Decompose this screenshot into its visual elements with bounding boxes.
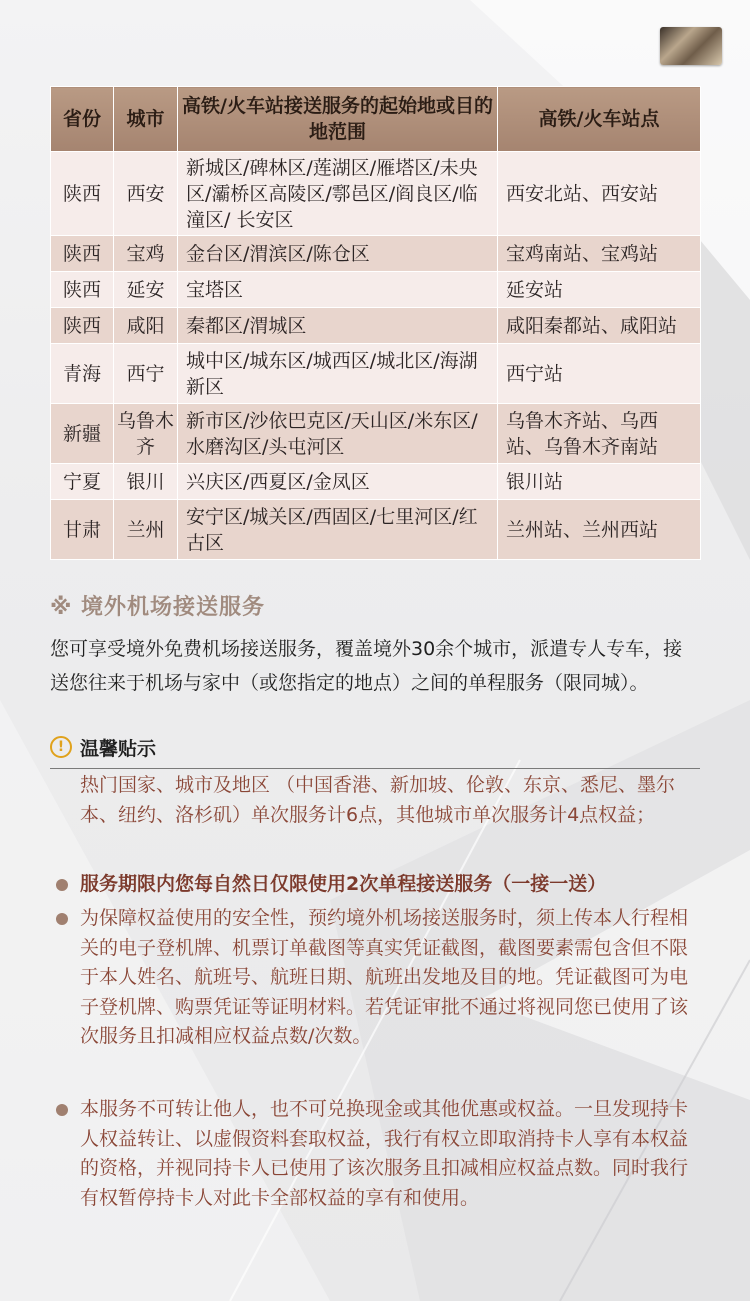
- cell-province: 宁夏: [51, 464, 114, 500]
- table-row: [51, 236, 701, 272]
- tips-header: [50, 736, 700, 769]
- cell-station: 咸阳秦都站、咸阳站: [498, 308, 701, 344]
- cell-area: 宝塔区: [178, 272, 498, 308]
- table-header-row: [51, 87, 701, 152]
- cell-city: 咸阳: [114, 308, 178, 344]
- cell-area: 金台区/渭滨区/陈仓区: [178, 236, 498, 272]
- header-station: 高铁/火车站点: [498, 87, 701, 152]
- header-area: 高铁/火车站接送服务的起始地或目的地范围: [178, 87, 498, 152]
- cell-station: 西安北站、西安站: [498, 152, 701, 236]
- table-row: [51, 152, 701, 236]
- bullet-dot: [56, 913, 68, 925]
- cell-area: 新城区/碑林区/莲湖区/雁塔区/未央区/灞桥区高陵区/鄠邑区/阎良区/临潼区/ 长安区: [178, 152, 498, 236]
- cell-province: 陕西: [51, 308, 114, 344]
- cell-area: 安宁区/城关区/西固区/七里河区/红古区: [178, 500, 498, 560]
- cell-province: 甘肃: [51, 500, 114, 560]
- cell-province: 陕西: [51, 236, 114, 272]
- cell-area: 新市区/沙依巴克区/天山区/米东区/水磨沟区/头屯河区: [178, 404, 498, 464]
- station-service-table: [50, 86, 701, 560]
- cell-station: 延安站: [498, 272, 701, 308]
- cell-area: 城中区/城东区/城西区/城北区/海湖新区: [178, 344, 498, 404]
- cell-province: 陕西: [51, 152, 114, 236]
- cell-area: 秦都区/渭城区: [178, 308, 498, 344]
- cell-city: 乌鲁木齐: [114, 404, 178, 464]
- table-row: [51, 272, 701, 308]
- header-city: 城市: [114, 87, 178, 152]
- tip-item: 服务期限内您每自然日仅限使用2次单程接送服务（一接一送）: [80, 873, 607, 895]
- cell-city: 延安: [114, 272, 178, 308]
- cell-city: 西宁: [114, 344, 178, 404]
- cell-province: 新疆: [51, 404, 114, 464]
- cell-station: 兰州站、兰州西站: [498, 500, 701, 560]
- tip-item: 热门国家、城市及地区 （中国香港、新加坡、伦敦、东京、悉尼、墨尔本、纽约、洛杉矶）单次服务计6点，其他城市单次服务计4点权益；: [80, 774, 676, 826]
- cell-station: 宝鸡南站、宝鸡站: [498, 236, 701, 272]
- exclamation-circle-icon: !: [50, 736, 72, 758]
- table-row: [51, 500, 701, 560]
- bullet-dot: [56, 1104, 68, 1116]
- cell-station: 西宁站: [498, 344, 701, 404]
- bank-card-thumbnail: [660, 27, 722, 65]
- cell-city: 银川: [114, 464, 178, 500]
- cell-province: 青海: [51, 344, 114, 404]
- tips-title: 温馨贴示: [80, 738, 157, 760]
- table-row: [51, 404, 701, 464]
- tip-item: 本服务不可转让他人，也不可兑换现金或其他优惠或权益。一旦发现持卡人权益转让、以虚假资料套取权益，我行有权立即取消持卡人享有本权益的资格，并视同持卡人已使用了该次服务且扣减相应权益点数。同时我行有权暂停持卡人对此卡全部权益的享有和使用。: [80, 1098, 689, 1209]
- table-row: [51, 464, 701, 500]
- cell-station: 乌鲁木齐站、乌西站、乌鲁木齐南站: [498, 404, 701, 464]
- cell-area: 兴庆区/西夏区/金凤区: [178, 464, 498, 500]
- bullet-dot: [56, 879, 68, 891]
- section-title: ※ 境外机场接送服务: [50, 595, 266, 620]
- table-row: [51, 344, 701, 404]
- cell-station: 银川站: [498, 464, 701, 500]
- cell-province: 陕西: [51, 272, 114, 308]
- cell-city: 兰州: [114, 500, 178, 560]
- table-row: [51, 308, 701, 344]
- cell-city: 西安: [114, 152, 178, 236]
- section-intro: 您可享受境外免费机场接送服务，覆盖境外30余个城市，派遣专人专车，接送您往来于机场与家中（或您指定的地点）之间的单程服务（限同城）。: [50, 638, 683, 694]
- header-province: 省份: [51, 87, 114, 152]
- tip-item: 为保障权益使用的安全性，预约境外机场接送服务时，须上传本人行程相关的电子登机牌、机票订单截图等真实凭证截图，截图要素需包含但不限于本人姓名、航班号、航班日期、航班出发地及目的地。凭证截图可为电子登机牌、购票凭证等证明材料。若凭证审批不通过将视同您已使用了该次服务且扣减相应权益点数/次数。: [80, 907, 689, 1047]
- cell-city: 宝鸡: [114, 236, 178, 272]
